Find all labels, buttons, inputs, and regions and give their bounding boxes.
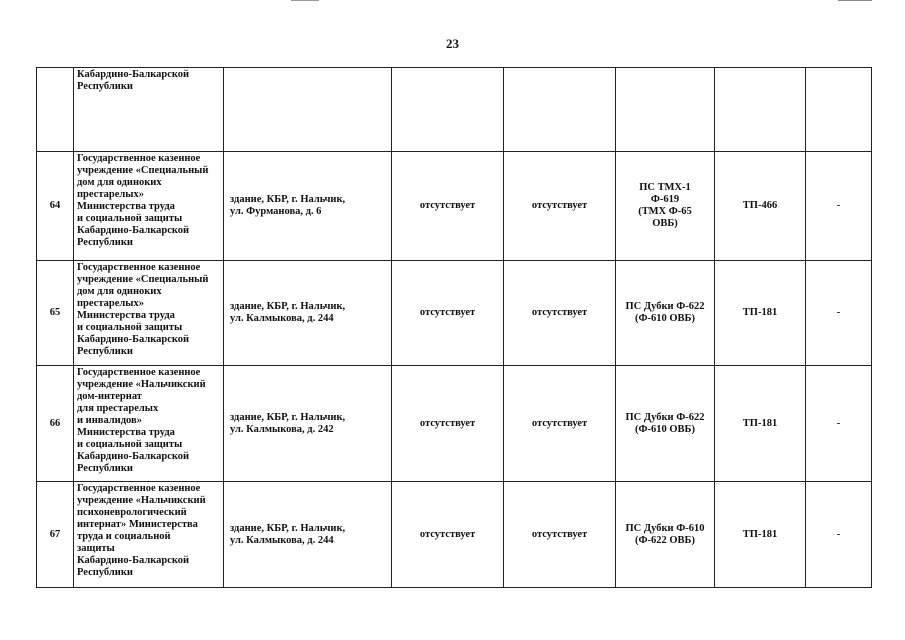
top-scan-marks bbox=[0, 0, 905, 6]
cell-num: 64 bbox=[37, 152, 74, 261]
table-row-continuation bbox=[37, 68, 872, 152]
cell-num bbox=[37, 68, 74, 152]
address-line: здание, КБР, г. Нальчик, bbox=[230, 411, 346, 423]
name-line: Республики bbox=[77, 567, 133, 578]
name-line: престарелых» bbox=[77, 189, 144, 200]
ps-line: ПС Дубки Ф-610 bbox=[625, 522, 705, 534]
cell-ps bbox=[616, 482, 715, 588]
address-line: ул. Калмыкова, д. 242 bbox=[230, 423, 334, 435]
name-line: учреждение «Нальчикский bbox=[77, 495, 206, 506]
name-line: Министерства труда bbox=[77, 201, 175, 212]
name-line: защиты bbox=[77, 543, 115, 554]
name-line: психоневрологический bbox=[77, 507, 187, 518]
address-line: здание, КБР, г. Нальчик, bbox=[230, 301, 346, 312]
name-line: Кабардино-Балкарской bbox=[77, 555, 190, 566]
cell-tp: ТП-466 bbox=[715, 152, 806, 261]
cell-num: 67 bbox=[37, 482, 74, 588]
cell-last: - bbox=[806, 152, 872, 261]
cell-col4: отсутствует bbox=[392, 366, 504, 482]
address-line: ул. Фурманова, д. 6 bbox=[230, 206, 322, 217]
cell-ps bbox=[616, 366, 715, 482]
ps-line: ОВБ) bbox=[652, 218, 678, 229]
cell-tp: ТП-181 bbox=[715, 261, 806, 366]
cell-ps bbox=[616, 152, 715, 261]
scan-mark-right bbox=[838, 0, 872, 1]
name-line: Кабардино-Балкарской bbox=[77, 451, 190, 462]
cell-name bbox=[74, 366, 224, 482]
name-line: и социальной защиты bbox=[77, 213, 183, 224]
ps-line: ПС ТМХ-1 bbox=[639, 182, 691, 193]
cell-last: - bbox=[806, 482, 872, 588]
cell-name bbox=[74, 152, 224, 261]
ps-line: Ф-619 bbox=[650, 194, 680, 205]
cell-address bbox=[224, 261, 392, 366]
cell-ps bbox=[616, 261, 715, 366]
cell-tp bbox=[715, 68, 806, 152]
name-line: Кабардино-Балкарской bbox=[77, 334, 190, 345]
address-line: здание, КБР, г. Нальчик, bbox=[230, 194, 346, 205]
cell-name bbox=[74, 482, 224, 588]
name-line: Государственное казенное bbox=[77, 483, 201, 494]
ps-line: (Ф-610 ОВБ) bbox=[635, 313, 695, 324]
cell-col5 bbox=[504, 68, 616, 152]
name-line: Республики bbox=[77, 346, 133, 357]
table-row bbox=[37, 261, 872, 366]
name-line: престарелых» bbox=[77, 298, 144, 309]
table-row bbox=[37, 482, 872, 588]
name-line: труда и социальной bbox=[77, 531, 171, 542]
name-line: учреждение «Нальчикский bbox=[77, 379, 206, 390]
address-line: ул. Калмыкова, д. 244 bbox=[230, 313, 334, 324]
cell-address bbox=[224, 152, 392, 261]
name-line: и социальной защиты bbox=[77, 322, 183, 333]
scan-mark-left bbox=[291, 0, 319, 1]
name-line: Республики bbox=[77, 81, 133, 92]
name-line: и инвалидов» bbox=[77, 415, 142, 426]
cell-last bbox=[806, 68, 872, 152]
name-line: Министерства труда bbox=[77, 310, 175, 321]
name-line: Министерства труда bbox=[77, 427, 175, 438]
cell-name bbox=[74, 68, 224, 152]
cell-col4 bbox=[392, 68, 504, 152]
page-number: 23 bbox=[446, 36, 459, 51]
address-line: здание, КБР, г. Нальчик, bbox=[230, 522, 346, 534]
name-line: дом для одиноких bbox=[77, 177, 162, 188]
cell-col5: отсутствует bbox=[504, 152, 616, 261]
name-line: Кабардино-Балкарской bbox=[77, 69, 190, 80]
address-line: ул. Калмыкова, д. 244 bbox=[230, 534, 334, 546]
cell-col5: отсутствует bbox=[504, 261, 616, 366]
cell-col4: отсутствует bbox=[392, 261, 504, 366]
name-line: и социальной защиты bbox=[77, 439, 183, 450]
cell-col4: отсутствует bbox=[392, 482, 504, 588]
name-line: для престарелых bbox=[77, 403, 159, 414]
cell-num: 65 bbox=[37, 261, 74, 366]
table-row bbox=[37, 366, 872, 482]
cell-col4: отсутствует bbox=[392, 152, 504, 261]
ps-line: (Ф-610 ОВБ) bbox=[635, 423, 695, 435]
cell-address bbox=[224, 482, 392, 588]
name-line: Государственное казенное bbox=[77, 153, 201, 164]
cell-name bbox=[74, 261, 224, 366]
name-line: интернат» Министерства bbox=[77, 519, 198, 530]
registry-table bbox=[36, 67, 872, 588]
cell-col5: отсутствует bbox=[504, 366, 616, 482]
cell-tp: ТП-181 bbox=[715, 366, 806, 482]
cell-address bbox=[224, 366, 392, 482]
cell-address bbox=[224, 68, 392, 152]
name-line: учреждение «Специальный bbox=[77, 165, 209, 176]
cell-last: - bbox=[806, 261, 872, 366]
ps-line: (ТМХ Ф-65 bbox=[638, 206, 692, 217]
name-line: Республики bbox=[77, 463, 133, 474]
cell-col5: отсутствует bbox=[504, 482, 616, 588]
ps-line: ПС Дубки Ф-622 bbox=[625, 301, 705, 312]
ps-line: ПС Дубки Ф-622 bbox=[625, 411, 705, 423]
name-line: Республики bbox=[77, 237, 133, 248]
cell-tp: ТП-181 bbox=[715, 482, 806, 588]
name-line: Кабардино-Балкарской bbox=[77, 225, 190, 236]
name-line: Государственное казенное bbox=[77, 367, 201, 378]
cell-num: 66 bbox=[37, 366, 74, 482]
cell-ps bbox=[616, 68, 715, 152]
ps-line: (Ф-622 ОВБ) bbox=[635, 534, 695, 546]
name-line: учреждение «Специальный bbox=[77, 274, 209, 285]
cell-last: - bbox=[806, 366, 872, 482]
name-line: дом для одиноких bbox=[77, 286, 162, 297]
table-row bbox=[37, 152, 872, 261]
name-line: Государственное казенное bbox=[77, 262, 201, 273]
name-line: дом-интернат bbox=[77, 391, 142, 402]
